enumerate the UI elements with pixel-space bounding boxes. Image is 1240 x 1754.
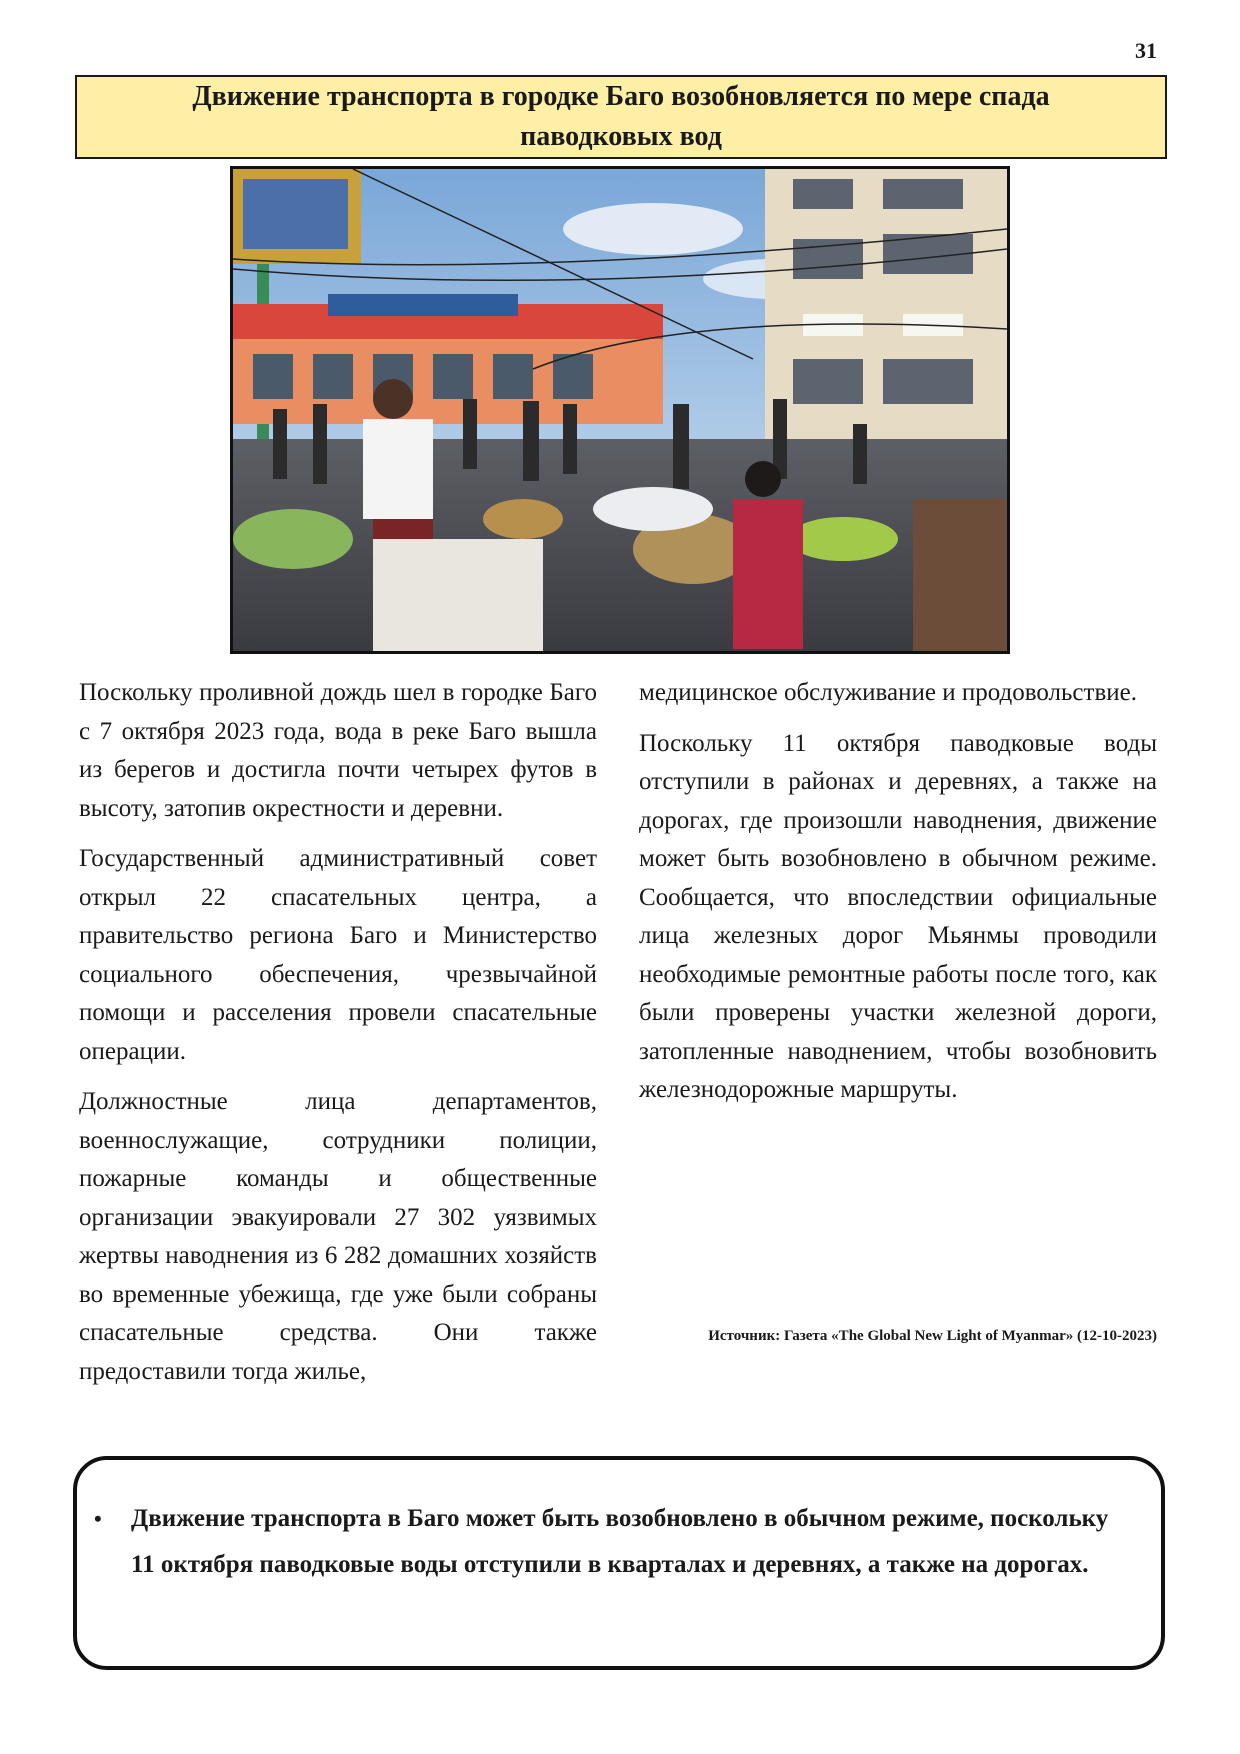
bullet-icon: • [94,1506,102,1531]
paragraph: Должностные лица департаментов, военнослужащие, сотрудники полиции, пожарные команды и общественные организации эвакуировали 27 302 уязвимых жертвы наводнения из 6 282 домашних хозяйств во временные убежища, где уже были собраны спасательные средства. Они также предоставили тогда жилье, [79,1088,597,1385]
summary-item-text: Движение транспорта в Баго может быть возобновлено в обычном режиме, поскольку 11 октября паводковые воды отступили в кварталах и деревнях, а также на дорогах. [131,1505,1109,1578]
article-right-column [639,674,1157,1122]
photo-illustration [233,169,1007,651]
summary-box [73,1456,1165,1670]
article-title: Движение транспорта в городке Баго возобновляется по мере спада паводковых вод [192,81,1050,152]
article-left-column [79,674,597,1403]
summary-list [94,1496,1131,1588]
source-citation: Источник: Газета «The Global New Light of Myanmar» (12-10-2023) [708,1328,1157,1344]
title-box [75,75,1167,159]
market-street-photo [230,166,1010,654]
paragraph: медицинское обслуживание и продовольствие. [639,679,1137,706]
page-number: 31 [1135,38,1157,63]
summary-item [94,1496,1131,1588]
paragraph: Поскольку проливной дождь шел в городке Баго с 7 октября 2023 года, вода в реке Баго вышла из берегов и достигла почти четырех футов в высоту, затопив окрестности и деревни. [79,679,597,822]
paragraph: Поскольку 11 октября паводковые воды отступили в районах и деревнях, а также на дорогах, где произошли наводнения, движение может быть возобновлено в обычном режиме. Сообщается, что впоследствии официальные лица железных дорог Мьянмы проводили необходимые ремонтные работы после того, как были проверены участки железной дороги, затопленные наводнением, чтобы возобновить железнодорожные маршруты. [639,729,1157,1103]
paragraph: Государственный административный совет открыл 22 спасательных центра, а правительство региона Баго и Министерство социального обеспечения, чрезвычайной помощи и расселения провели спасательные операции. [79,845,597,1065]
